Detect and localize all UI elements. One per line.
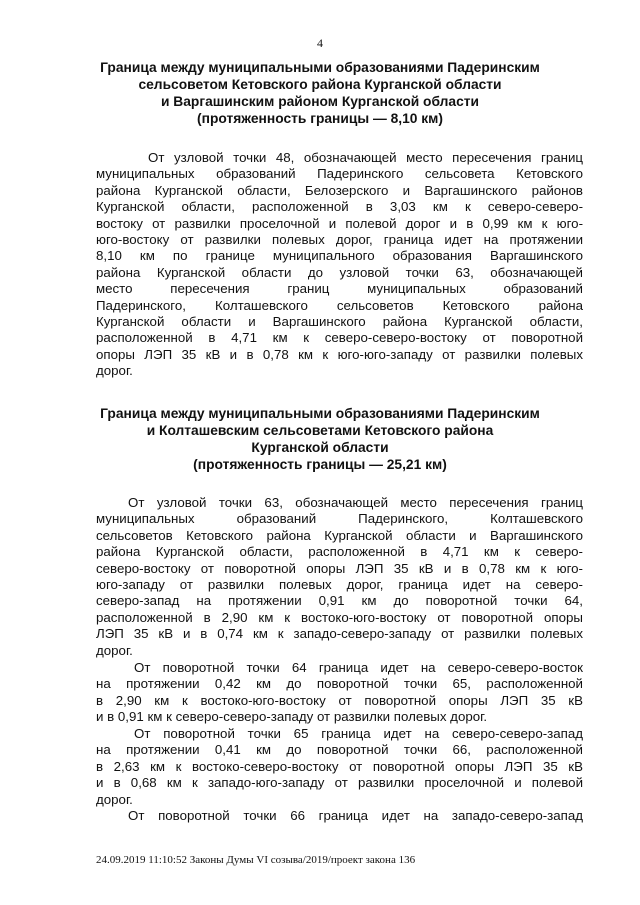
text-line: От узловой точки 63, обозначающей место пересечения границ xyxy=(128,495,583,510)
text-line: ЛЭП 35 кВ и в 0,74 км к западо-северо-западу от развилки полевых xyxy=(96,626,583,642)
document-footer: 24.09.2019 11:10:52 Законы Думы VI созыва/2019/проект закона 136 xyxy=(96,854,416,866)
heading-line: сельсоветом Кетовского района Курганской области xyxy=(138,77,502,92)
text-line: дорог. xyxy=(96,642,133,658)
text-line: северо-запад на протяжении 0,91 км до поворотной точки 64, xyxy=(96,593,583,609)
text-line: района Курганской области, Белозерского и Варгашинского районов xyxy=(96,182,583,198)
text-line: северо-востоку от поворотной опоры ЛЭП 35 кВ и в 0,78 км к юго- xyxy=(96,560,583,576)
text-line: Падеринского, Колташевского сельсоветов Кетовского района xyxy=(96,297,583,313)
heading-line: (протяженность границы — 25,21 км) xyxy=(193,457,447,472)
heading-line: Граница между муниципальными образованиями Падеринским xyxy=(100,60,540,75)
text-line: района Курганской области до узловой точки 63, обозначающей xyxy=(96,264,583,280)
section2-paragraph2 xyxy=(96,660,583,726)
text-line: От поворотной точки 65 граница идет на северо-северо-запад xyxy=(134,726,583,741)
section1-heading xyxy=(70,59,570,127)
page-number: 4 xyxy=(317,36,323,50)
section2-paragraph4 xyxy=(96,808,583,824)
heading-line: Граница между муниципальными образованиями Падеринским xyxy=(100,406,540,421)
text-line: муниципальных образований Падеринского, Колташевского xyxy=(96,511,583,527)
text-line: и в 0,68 км к западо-юго-западу от развилки проселочной и полевой xyxy=(96,775,583,791)
heading-line: и Варгашинским районом Курганской области xyxy=(160,94,480,109)
text-line: района Курганской области, расположенной в 4,71 км к северо- xyxy=(96,544,583,560)
section2-paragraph1 xyxy=(96,495,583,659)
text-line: на протяжении 0,42 км до поворотной точки 65, расположенной xyxy=(96,676,583,692)
text-line: дорог. xyxy=(96,363,133,379)
text-line: юго-западу от развилки полевых дорог, граница идет на северо- xyxy=(96,576,583,592)
text-line: Курганской области и Варгашинского района Курганской области, xyxy=(96,313,583,329)
text-line: сельсоветов Кетовского района Курганской области и Варгашинского xyxy=(96,527,583,543)
text-line: От поворотной точки 66 граница идет на западо-северо-запад xyxy=(128,808,583,823)
section1-paragraph xyxy=(96,150,583,379)
text-line: От узловой точки 48, обозначающей место пересечения границ xyxy=(148,150,583,165)
text-line: и в 0,91 км к северо-северо-западу от развилки полевых дорог. xyxy=(96,709,488,725)
text-line: востоку от развилки проселочной и полевой дорог и в 0,99 км к юго- xyxy=(96,215,583,231)
heading-line: и Колташевским сельсоветами Кетовского района xyxy=(146,423,494,438)
text-line: От поворотной точки 64 граница идет на северо-северо-восток xyxy=(134,660,583,675)
text-line: место пересечения границ муниципальных образований xyxy=(96,281,583,297)
text-line: дорог. xyxy=(96,791,133,807)
text-line: в 2,90 км к востоко-юго-востоку от поворотной опоры ЛЭП 35 кВ xyxy=(96,692,583,708)
text-line: в 2,63 км к востоко-северо-востоку от поворотной опоры ЛЭП 35 кВ xyxy=(96,758,583,774)
section2-paragraph3 xyxy=(96,726,583,808)
text-line: юго-востоку от развилки полевых дорог, граница идет на протяжении xyxy=(96,231,583,247)
section2-heading xyxy=(70,405,570,473)
text-line: муниципальных образований Падеринского сельсовета Кетовского xyxy=(96,166,583,182)
heading-line: Курганской области xyxy=(251,440,389,455)
heading-line: (протяженность границы — 8,10 км) xyxy=(197,111,443,126)
text-line: опоры ЛЭП 35 кВ и в 0,78 км к юго-юго-западу от развилки полевых xyxy=(96,346,583,362)
text-line: Курганской области, расположенной в 3,03 км к северо-северо- xyxy=(96,199,583,215)
text-line: 8,10 км по границе муниципального образования Варгашинского xyxy=(96,248,583,264)
text-line: на протяжении 0,41 км до поворотной точки 66, расположенной xyxy=(96,742,583,758)
text-line: расположенной в 4,71 км к северо-северо-востоку от поворотной xyxy=(96,330,583,346)
text-line: расположенной в 2,90 км к востоко-юго-востоку от поворотной опоры xyxy=(96,609,583,625)
